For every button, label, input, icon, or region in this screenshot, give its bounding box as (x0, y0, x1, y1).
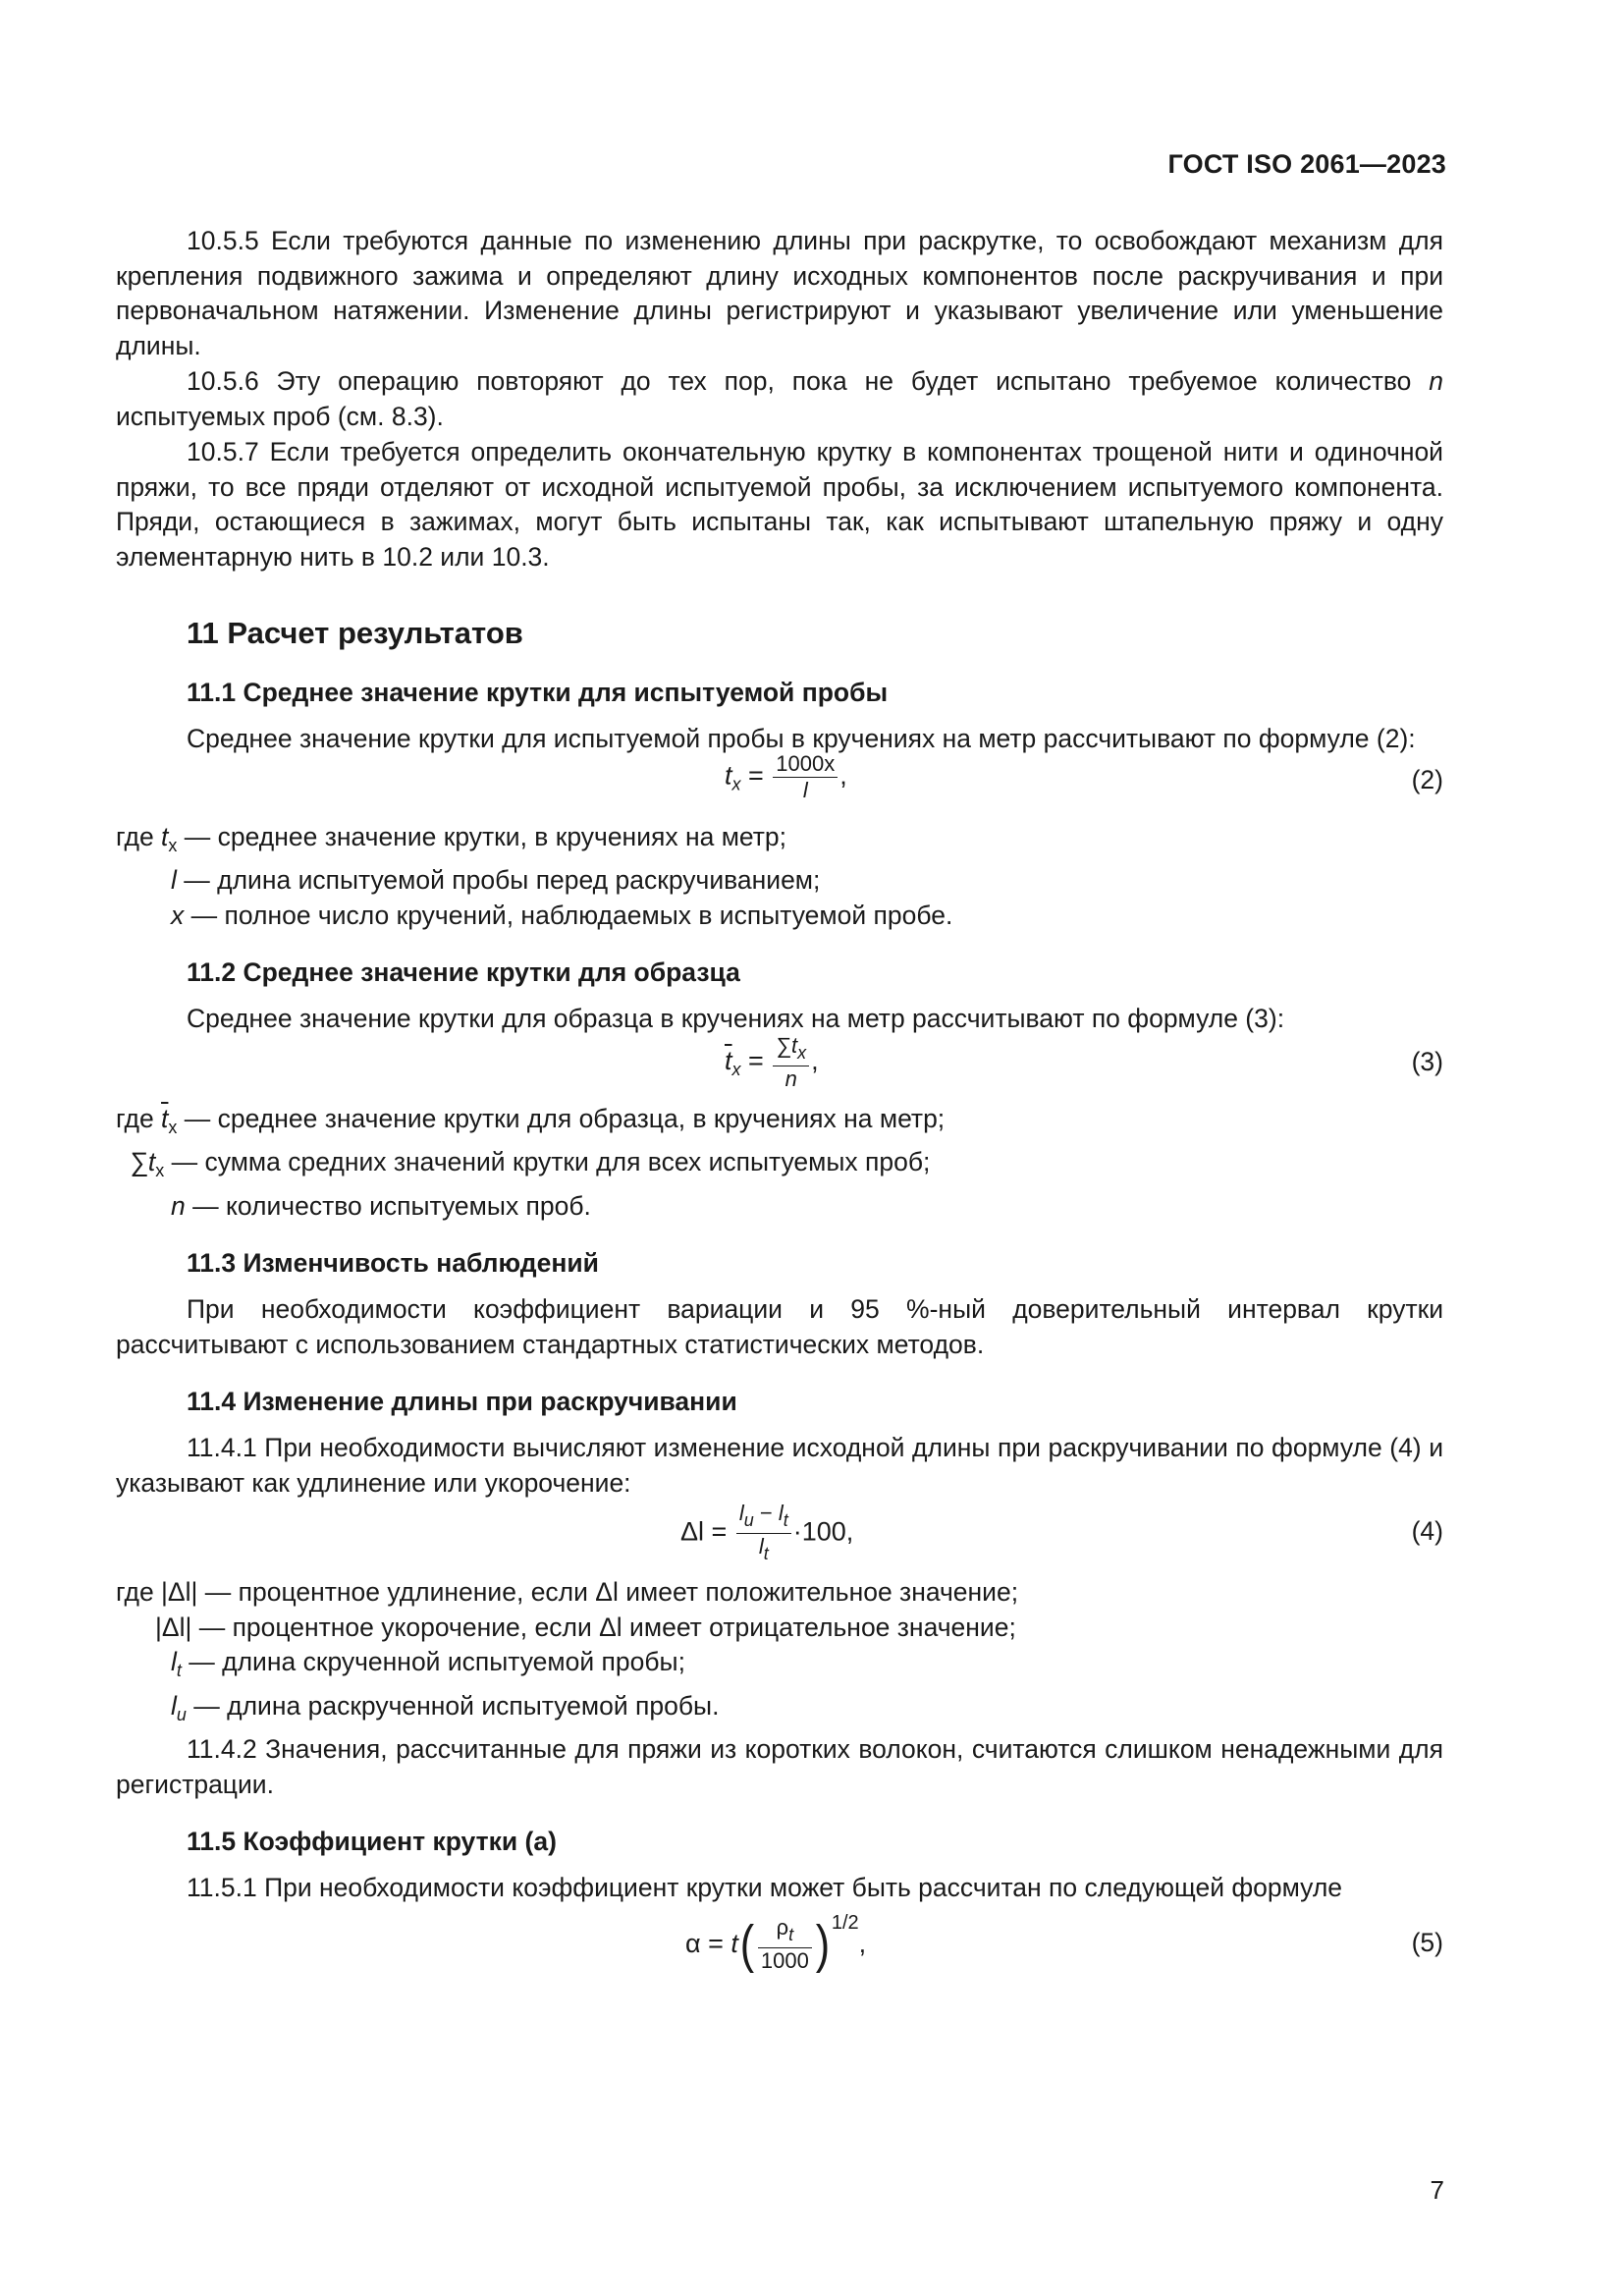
formula-operator: = (704, 1516, 734, 1547)
formula-4 (116, 1501, 1443, 1575)
formula-5-expression (685, 1906, 866, 1985)
fraction-denominator (736, 1534, 791, 1566)
definition-subscript: t (176, 1661, 182, 1680)
definition-symbol: ∑t (130, 1147, 156, 1176)
definition-text: — сумма средних значений крутки для всех испытуемых проб; (164, 1147, 931, 1176)
numerator-symbol: ρ (776, 1915, 789, 1941)
formula-number: (2) (1411, 764, 1443, 794)
definition-symbol: l (171, 1647, 177, 1676)
definitions-11-2 (116, 1102, 1443, 1225)
fraction-denominator: n (784, 1066, 797, 1091)
paragraph-text: испытуемых проб (см. 8.3). (116, 401, 444, 431)
definition-subscript: x (155, 1161, 165, 1180)
formula-number: (4) (1411, 1516, 1443, 1546)
definition-line (116, 1689, 1443, 1733)
definition-text: |Δl| — процентное удлинение, если Δl имеет положительное значение; (161, 1577, 1019, 1607)
paragraph-10-5-6 (116, 364, 1443, 434)
fraction (758, 1915, 812, 1974)
definition-symbol: l (171, 865, 177, 895)
page-content (116, 224, 1443, 1985)
definition-text: — среднее значение крутки для образца, в кручениях на метр; (177, 1103, 946, 1133)
variable-n: n (1429, 366, 1443, 396)
formula-3 (116, 1033, 1443, 1102)
numerator-symbol: l (738, 1501, 744, 1525)
document-id-header: ГОСТ ISO 2061—2023 (1167, 149, 1446, 179)
definition-text: |Δl| — процентное укорочение, если Δl имеет отрицательное значение; (155, 1612, 1016, 1642)
formula-subscript: x (731, 1059, 741, 1079)
formula-3-expression (725, 1033, 819, 1112)
definition-text: — полное число кручений, наблюдаемых в испытуемой пробе. (184, 900, 953, 930)
definition-line (116, 1645, 1443, 1689)
definition-subscript: x (168, 835, 178, 855)
formula-tail: ·100, (792, 1516, 854, 1547)
definition-symbol: $\overline{t}$ (161, 1103, 169, 1133)
numerator-subscript: t (783, 1510, 788, 1530)
formula-symbol: t (730, 1928, 738, 1958)
subsection-title-11-2: 11.2 Среднее значение крутки для образца (187, 957, 740, 987)
formula-tail: , (858, 1928, 867, 1958)
formula-symbol: Δl (680, 1516, 705, 1547)
numerator-subscript: x (797, 1042, 807, 1063)
fraction-numerator (736, 1501, 791, 1534)
denominator-subscript: t (763, 1544, 769, 1563)
paragraph-11-4-1: 11.4.1 При необходимости вычисляют изменение исходной длины при раскручивании по формуле (4) и указывают как удлинение или укорочение: (116, 1433, 1443, 1498)
numerator-symbol: ∑t (776, 1032, 798, 1058)
right-paren-icon: ) (815, 1915, 831, 1975)
left-paren-icon: ( (739, 1915, 755, 1975)
subsection-title-11-5: 11.5 Коэффициент крутки (а) (187, 1827, 557, 1856)
paragraph-10-5-7: 10.5.7 Если требуется определить окончательную крутку в компонентах трощеной нити и одиночной пряжи, то все пряди отделяют от исходной испытуемой пробы, за исключением испытуемого компонента. Пряди, остающиеся в зажимах, могут быть испытаны так, как испытывают штапельную пряжу и одну элементарную нить в 10.2 или 10.3. (116, 437, 1443, 572)
definition-symbol: l (171, 1690, 177, 1721)
definitions-11-4 (116, 1575, 1443, 1732)
definition-text: — количество испытуемых проб. (185, 1190, 591, 1221)
formula-operator: = (740, 1045, 772, 1075)
definition-prefix: где (116, 1103, 162, 1133)
paragraph-11-1: Среднее значение крутки для испытуемой пробы в кручениях на метр рассчитывают по формуле (2): (187, 724, 1416, 753)
definition-line (116, 899, 1443, 934)
formula-operator: = (740, 760, 772, 791)
formula-tail: , (839, 760, 847, 791)
definition-text: — длина испытуемой пробы перед раскручиванием; (176, 865, 821, 895)
definition-line (116, 1575, 1443, 1611)
formula-exponent: 1/2 (831, 1911, 859, 1934)
subsection-title-11-4: 11.4 Изменение длины при раскручивании (187, 1387, 737, 1416)
fraction-denominator: l (802, 777, 808, 802)
definitions-11-1 (116, 820, 1443, 934)
definition-line (116, 1145, 1443, 1189)
subsection-title-11-1: 11.1 Среднее значение крутки для испытуемой пробы (187, 678, 889, 707)
formula-number: (5) (1411, 1927, 1443, 1957)
formula-5 (116, 1906, 1443, 1985)
formula-2 (116, 751, 1443, 820)
numerator-symbol: l (778, 1501, 784, 1525)
formula-subscript: x (731, 774, 741, 794)
formula-4-expression (680, 1501, 853, 1579)
numerator-subscript: t (788, 1925, 794, 1945)
fraction-numerator (758, 1915, 812, 1948)
formula-symbol: α (685, 1928, 701, 1958)
formula-symbol: t (725, 760, 732, 791)
fraction-numerator: 1000x (773, 751, 838, 778)
paragraph-10-5-5: 10.5.5 Если требуются данные по изменению длины при раскрутке, то освобождают механизм для крепления подвижного зажима и определяют длину исходных компонентов после раскручивания и при первоначальном натяжении. Изменение длины регистрируют и указывают увеличение или уменьшение длины. (116, 226, 1443, 360)
definition-line (116, 863, 1443, 899)
formula-tail: , (811, 1045, 819, 1075)
paragraph-text: 10.5.6 Эту операцию повторяют до тех пор, пока не будет испытано требуемое количество (187, 366, 1430, 396)
paragraph-11-3: При необходимости коэффициент вариации и 95 %-ный доверительный интервал крутки рассчитывают с использованием стандартных статистических методов. (116, 1294, 1443, 1359)
definition-line (116, 1611, 1443, 1646)
paragraph-11-2: Среднее значение крутки для образца в кручениях на метр рассчитывают по формуле (3): (187, 1004, 1285, 1033)
definition-prefix: где (116, 1577, 162, 1607)
numerator-subscript: u (743, 1510, 754, 1530)
formula-number: (3) (1411, 1046, 1443, 1076)
definition-symbol: t (161, 821, 169, 851)
paragraph-11-4-2: 11.4.2 Значения, рассчитанные для пряжи из коротких волокон, считаются слишком ненадежными для регистрации. (116, 1734, 1443, 1799)
formula-2-expression (725, 751, 847, 830)
definition-subscript: u (176, 1704, 187, 1724)
page-number: 7 (1430, 2175, 1444, 2205)
definition-line (116, 1189, 1443, 1225)
numerator-operator: − (753, 1501, 779, 1525)
fraction (736, 1501, 791, 1566)
denominator-symbol: l (758, 1534, 764, 1558)
fraction (773, 751, 838, 803)
formula-operator: = (700, 1928, 731, 1958)
fraction-numerator (773, 1033, 809, 1066)
definition-text: — длина раскрученной испытуемой пробы. (186, 1690, 720, 1721)
subsection-title-11-3: 11.3 Изменчивость наблюдений (187, 1248, 599, 1278)
definition-symbol: n (171, 1190, 186, 1221)
fraction-denominator: 1000 (760, 1948, 809, 1974)
paragraph-11-5-1: 11.5.1 При необходимости коэффициент крутки может быть рассчитан по следующей формуле (187, 1873, 1343, 1902)
definition-subscript: x (168, 1117, 178, 1137)
definition-text: — среднее значение крутки, в кручениях на метр; (177, 821, 787, 851)
definition-symbol: x (171, 900, 185, 930)
definition-text: — длина скрученной испытуемой пробы; (181, 1647, 685, 1676)
fraction (773, 1033, 809, 1092)
formula-symbol: $\overline{t}$ (725, 1045, 732, 1075)
section-title-11: 11 Расчет результатов (187, 616, 523, 650)
definition-prefix: где (116, 821, 162, 851)
